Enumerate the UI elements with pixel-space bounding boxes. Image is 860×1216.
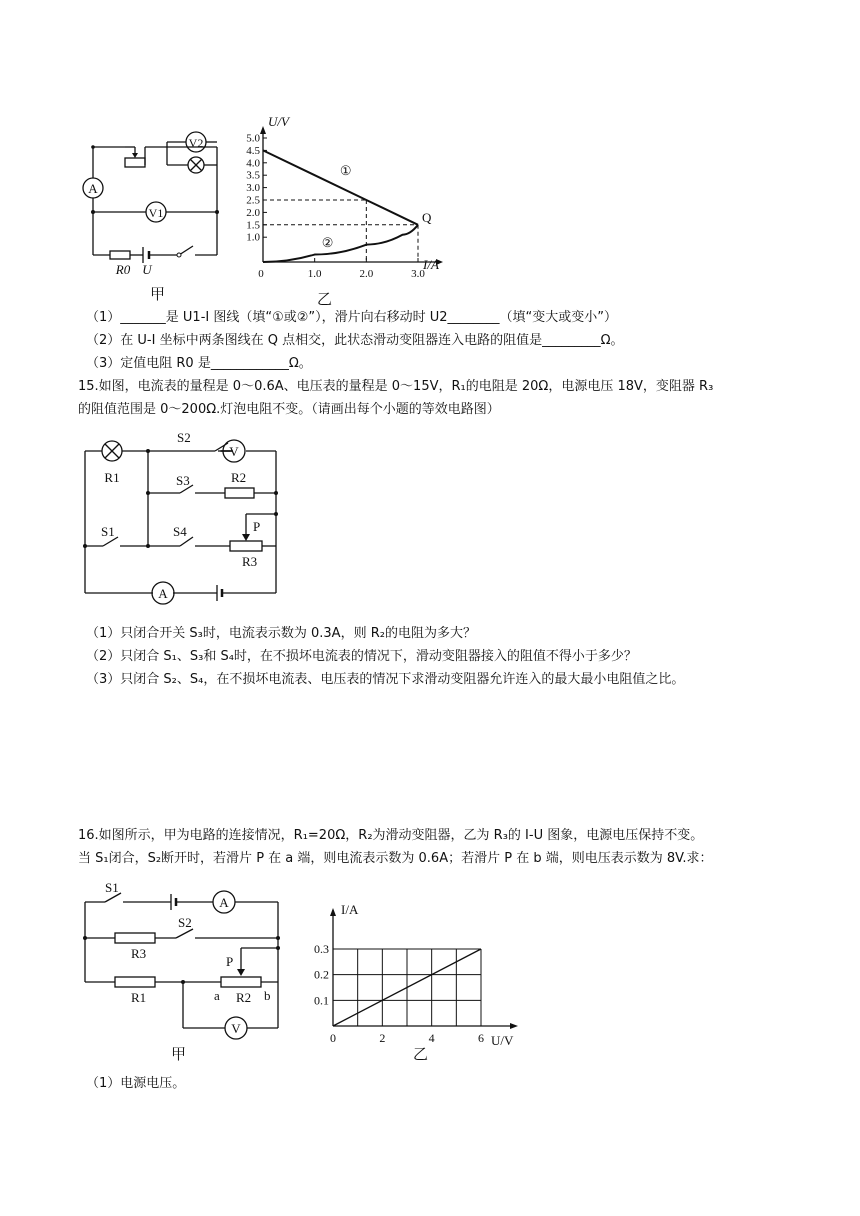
u-i-graph (235, 112, 450, 282)
slider-p-label: P (226, 954, 234, 969)
y-tick-label: 2.5 (246, 194, 260, 207)
s2-label: S2 (177, 430, 191, 445)
y-tick-label: 4.0 (246, 157, 260, 170)
voltmeter-v1-label: V1 (148, 206, 164, 220)
q16-circuit-caption: 甲 (171, 1045, 187, 1063)
q14-part3: （3）定值电阻 R0 是____________Ω。 (86, 356, 312, 371)
fig1-graph-caption: 乙 (317, 290, 333, 308)
q14-part1: （1）_______是 U1-I 图线（填“①或②”），滑片向右移动时 U2________（填“变大或变小”） (86, 310, 618, 325)
s1-label: S1 (105, 880, 119, 895)
x-axis-label: I/A (423, 257, 439, 272)
voltmeter-v2-label: V2 (188, 136, 204, 150)
x-tick-label: 6 (478, 1031, 484, 1045)
y-tick-label: 3.5 (246, 169, 260, 182)
y-tick-label: 3.0 (246, 182, 260, 195)
q16-part1: （1）电源电压。 (86, 1076, 186, 1091)
curve-1 (263, 150, 418, 224)
q16-stem-line2: 当 S₁闭合，S₂断开时，若滑片 P 在 a 端，则电流表示数为 0.6A；若滑片 P 在 b 端，则电压表示数为 8V.求： (78, 851, 713, 866)
q14-part2: （2）在 U-I 坐标中两条图线在 Q 点相交，此状态滑动变阻器连入电路的阻值是_________Ω。 (86, 333, 624, 348)
q15-stem-line2: 的阻值范围是 0～200Ω.灯泡电阻不变。（请画出每个小题的等效电路图） (78, 402, 500, 417)
x-tick-label: 0 (330, 1031, 336, 1045)
r3-label: R3 (131, 946, 147, 961)
ammeter-label: A (219, 895, 229, 910)
r0-label: R0 (115, 262, 131, 277)
y-tick-label: 0.1 (314, 993, 329, 1008)
circuit-diagram-q15 (75, 430, 290, 610)
end-b-label: b (264, 988, 271, 1003)
s3-label: S3 (176, 473, 190, 488)
voltmeter-label: V (231, 1021, 241, 1036)
q15-stem-line1: 15.如图，电流表的量程是 0～0.6A、电压表的量程是 0～15V，R₁的电阻是 20Ω，电源电压 18V，变阻器 R₃ (78, 379, 714, 394)
y-tick-label: 0.2 (314, 967, 329, 982)
i-u-graph (305, 898, 530, 1063)
point-q-label: Q (422, 209, 432, 225)
y-tick-label: 4.5 (246, 144, 260, 157)
r3-label: R3 (242, 554, 258, 569)
y-tick-label: 0.3 (314, 942, 329, 956)
slider-p-label: P (253, 519, 261, 534)
x-tick-label: 2 (379, 1031, 386, 1045)
circuit-diagram-fig1 (75, 120, 240, 285)
curve-2-label: ② (321, 235, 334, 251)
u-label: U (142, 262, 152, 277)
x-axis-label: U/V (491, 1033, 514, 1048)
r1-label: R1 (104, 470, 120, 485)
y-axis-label: I/A (341, 902, 359, 917)
end-a-label: a (214, 988, 220, 1003)
curve-2 (263, 225, 418, 262)
r2-label: R2 (236, 990, 252, 1005)
ammeter-label: A (88, 181, 98, 196)
s2-label: S2 (178, 915, 192, 930)
y-axis-label: U/V (268, 114, 289, 129)
s4-label: S4 (173, 524, 187, 539)
curve-1-label: ① (339, 163, 352, 179)
q15-part3: （3）只闭合 S₂、S₄，在不损坏电流表、电压表的情况下求滑动变阻器允许连入的最大最小电阻值之比。 (86, 672, 685, 687)
y-tick-label: 2.0 (246, 206, 260, 219)
voltmeter-label: V (229, 444, 239, 459)
fig1-circuit-caption: 甲 (150, 285, 166, 303)
r2-label: R2 (231, 470, 247, 485)
q15-part1: （1）只闭合开关 S₃时，电流表示数为 0.3A，则 R₂的电阻为多大？ (86, 626, 476, 641)
x-tick-label: 1.0 (307, 268, 322, 280)
circuit-diagram-q16 (75, 878, 290, 1048)
y-tick-label: 1.0 (246, 231, 260, 244)
ammeter-label: A (158, 586, 168, 601)
x-tick-label: 4 (428, 1031, 435, 1045)
q16-graph-caption: 乙 (413, 1045, 429, 1063)
s1-label: S1 (101, 524, 115, 539)
x-tick-label: 0 (258, 268, 264, 280)
y-tick-label: 1.5 (246, 219, 260, 232)
x-tick-label: 2.0 (359, 268, 374, 280)
q16-stem-line1: 16.如图所示，甲为电路的连接情况，R₁=20Ω，R₂为滑动变阻器，乙为 R₃的 I-U 图象，电源电压保持不变。 (78, 828, 704, 843)
x-tick-label: 3.0 (411, 268, 425, 280)
r1-label: R1 (131, 990, 147, 1005)
y-tick-label: 5.0 (246, 132, 260, 145)
q15-part2: （2）只闭合 S₁、S₃和 S₄时，在不损坏电流表的情况下，滑动变阻器接入的阻值不得小于多少？ (86, 649, 637, 664)
